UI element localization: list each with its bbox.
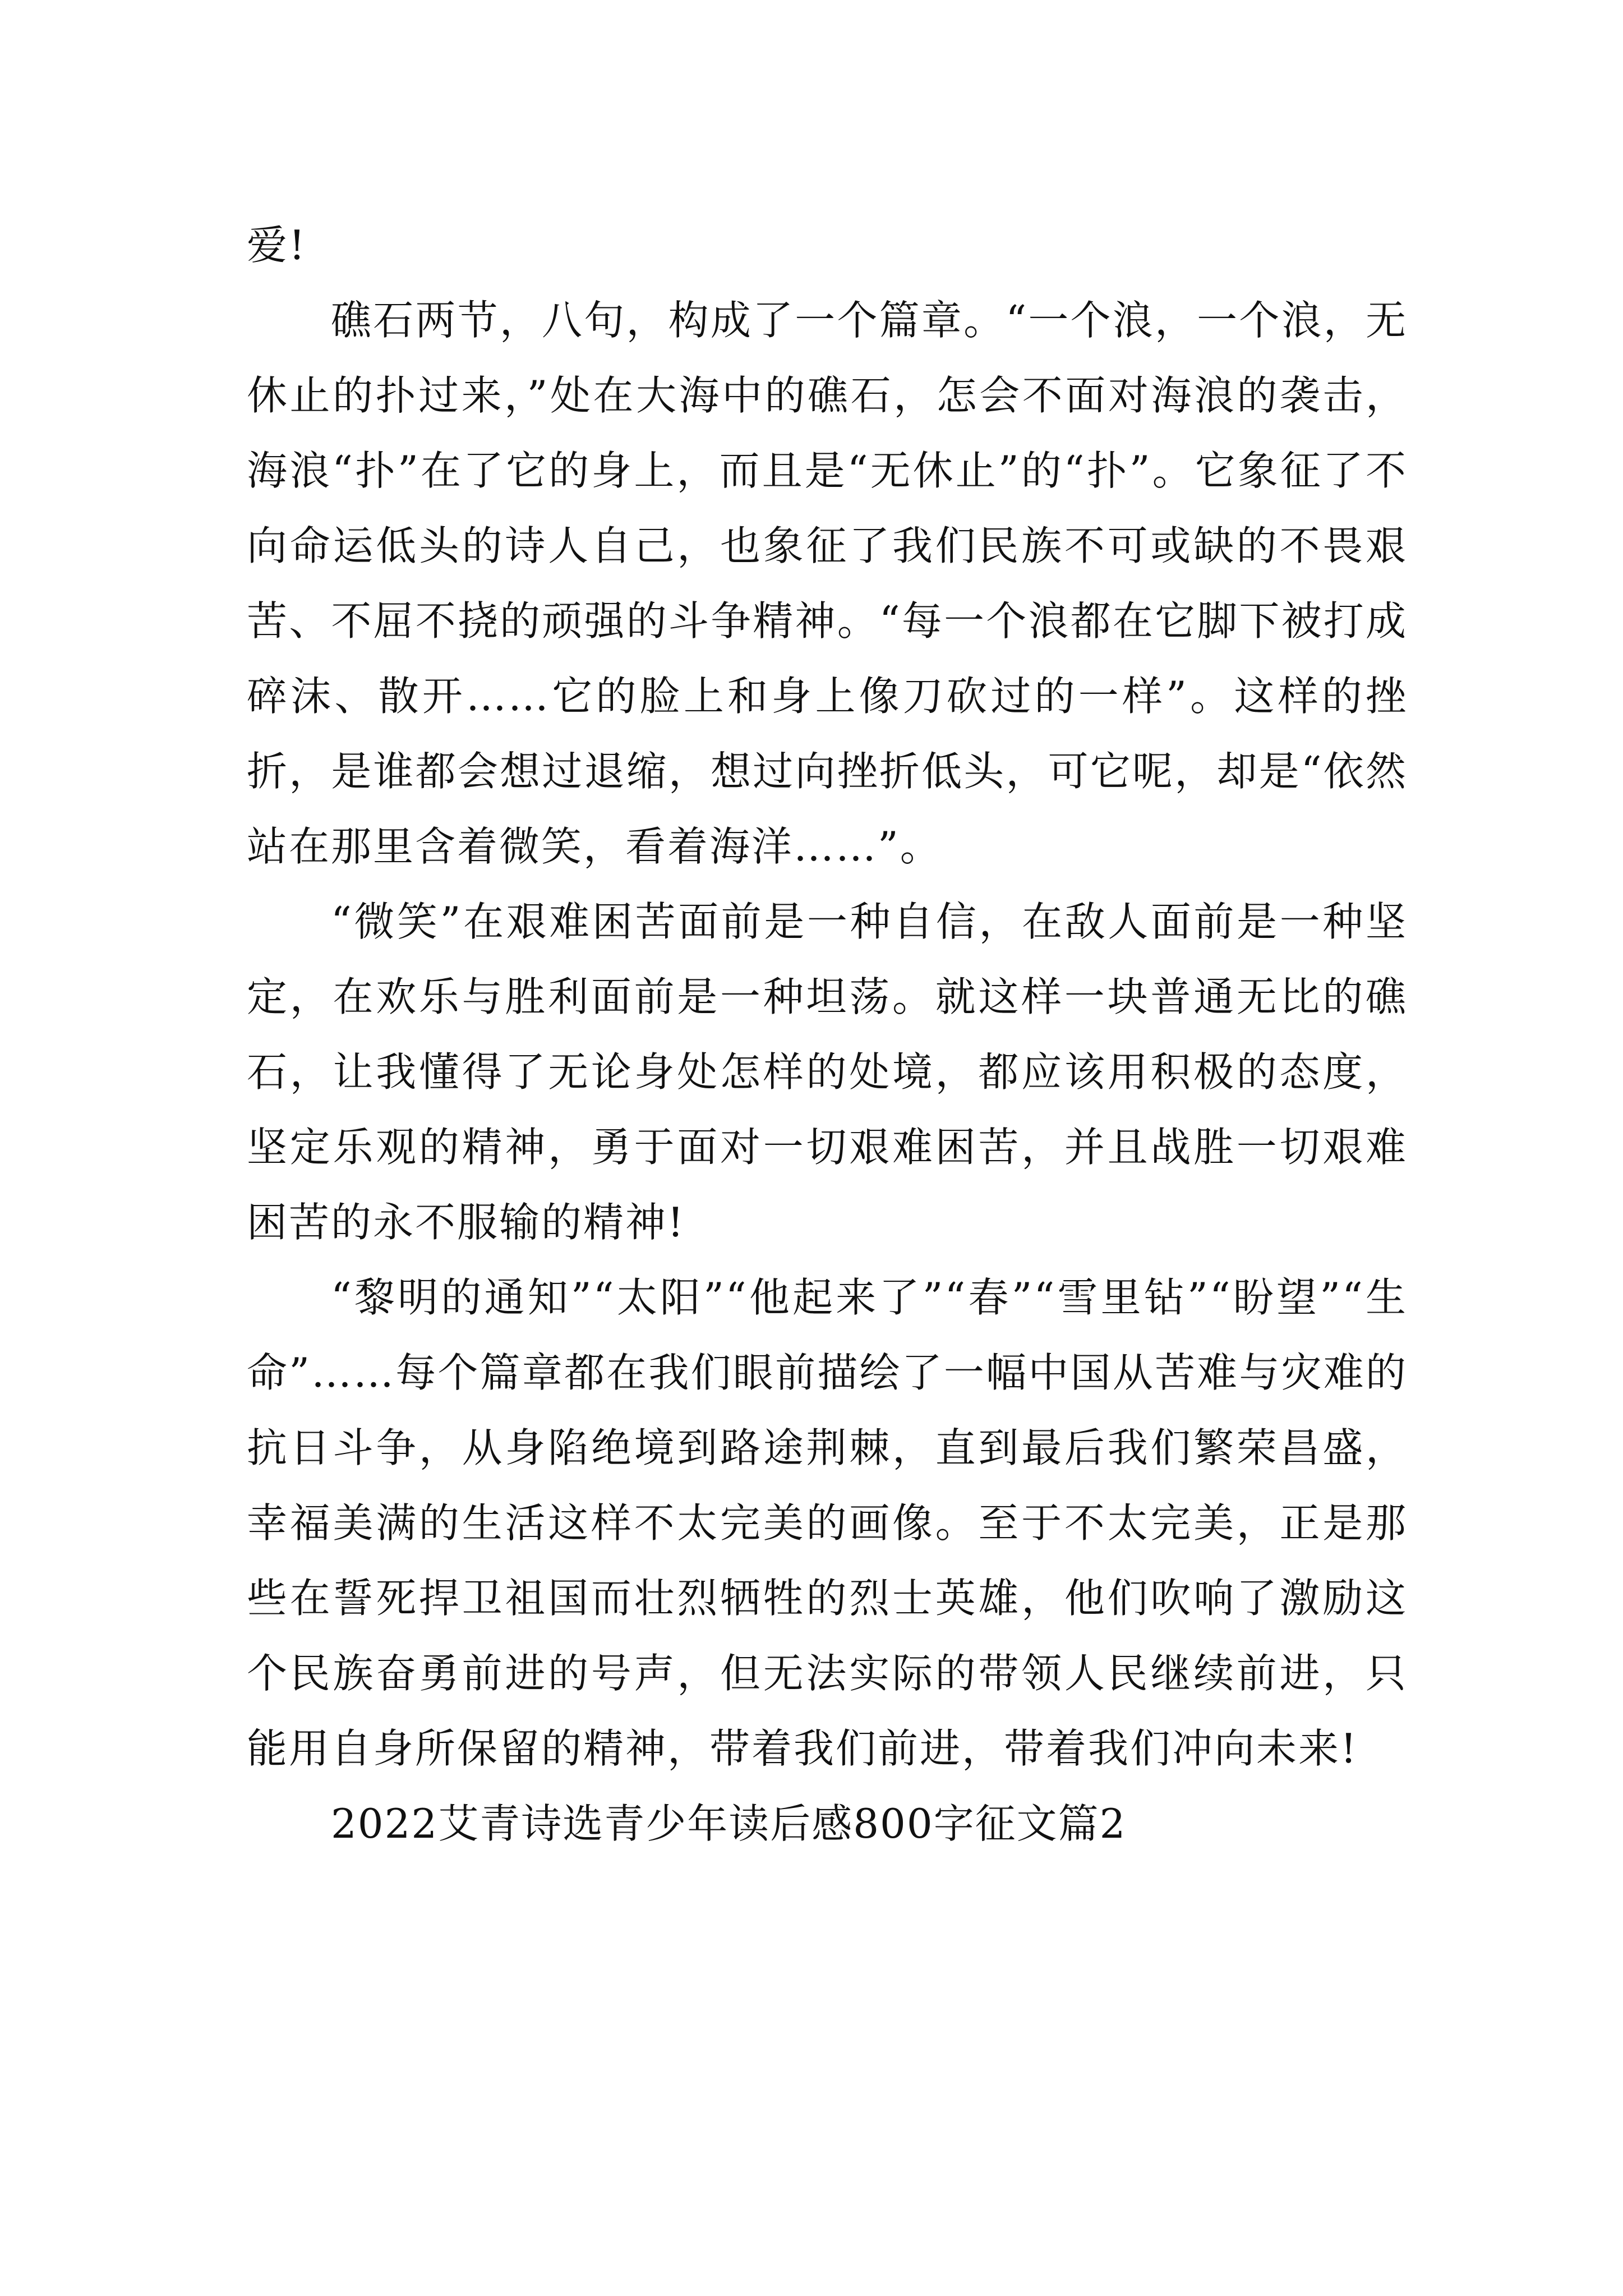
section-heading: 2022艾青诗选青少年读后感800字征文篇2	[331, 1800, 1127, 1847]
paragraph-2: 礁石两节，八句，构成了一个篇章。“一个浪，一个浪，无休止的扑过来，”处在大海中的礁石，怎会不面对海浪的袭击，海浪“扑”在了它的身上，而且是“无休止”的“扑”。它象征了不向命运低头的诗人自己，也象征了我们民族不可或缺的不畏艰苦、不屈不挠的顽强的斗争精神。“每一个浪都在它脚下被打成碎沫、散开……它的脸上和身上像刀砍过的一样”。这样的挫折，是谁都会想过退缩，想过向挫折低头，可它呢，却是“依然站在那里含着微笑，看着海洋……”。	[247, 297, 1408, 870]
document-body	[247, 208, 1408, 1861]
paragraph-3: “微笑”在艰难困苦面前是一种自信，在敌人面前是一种坚定，在欢乐与胜利面前是一种坦荡。就这样一块普通无比的礁石，让我懂得了无论身处怎样的处境，都应该用积极的态度，坚定乐观的精神，勇于面对一切艰难困苦，并且战胜一切艰难困苦的永不服输的精神!	[247, 898, 1408, 1246]
paragraph-1: 爱!	[247, 222, 307, 269]
paragraph-4: “黎明的通知”“太阳”“他起来了”“春”“雪里钻”“盼望”“生命”……每个篇章都在我们眼前描绘了一幅中国从苦难与灾难的抗日斗争，从身陷绝境到路途荆棘，直到最后我们繁荣昌盛，幸福美满的生活这样不太完美的画像。至于不太完美，正是那些在誓死捍卫祖国而壮烈牺牲的烈士英雄，他们吹响了激励这个民族奋勇前进的号声，但无法实际的带领人民继续前进，只能用自身所保留的精神，带着我们前进，带着我们冲向未来!	[247, 1274, 1408, 1772]
